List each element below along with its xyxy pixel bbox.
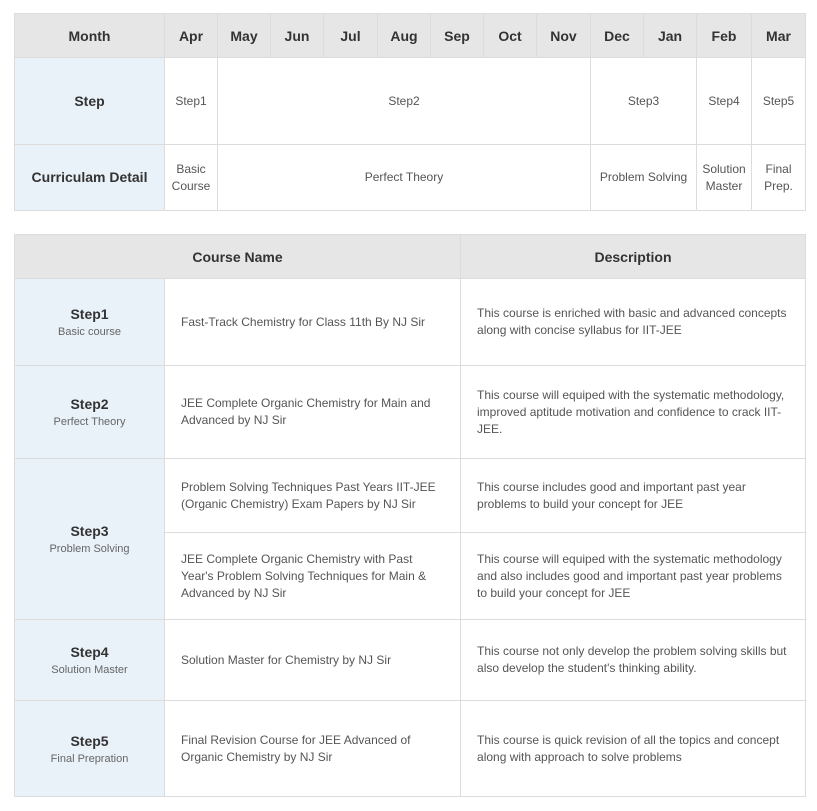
table-row [15,366,806,459]
step1-cell: Step1 [165,58,218,145]
course-name: Fast-Track Chemistry for Class 11th By NJ Sir [165,279,461,366]
step-cell [15,279,165,366]
step-subtitle: Solution Master [51,664,128,676]
step-subtitle: Problem Solving [49,543,130,555]
month-header-row [15,14,806,58]
step2-cell: Step2 [218,58,591,145]
step-title: Step4 [70,644,109,660]
course-description: This course not only develop the problem solving skills but also develop the student's thinking ability. [461,620,806,701]
table-row [15,701,806,797]
step3-cell: Step3 [591,58,697,145]
step-label: Step [15,58,165,145]
table-row [15,279,806,366]
month-jun: Jun [271,14,324,58]
course-name: Problem Solving Techniques Past Years IIT-JEE (Organic Chemistry) Exam Papers by NJ Sir [165,459,461,533]
course-description: This course is enriched with basic and advanced concepts along with concise syllabus for IIT-JEE [461,279,806,366]
step-subtitle: Basic course [58,326,121,338]
curriculum-basic: Basic Course [165,145,218,211]
course-description: This course will equiped with the systematic methodology, improved aptitude motivation and confidence to crack IIT-JEE. [461,366,806,459]
course-name: Solution Master for Chemistry by NJ Sir [165,620,461,701]
curriculum-label: Curriculam Detail [15,145,165,211]
course-header-row [15,235,806,279]
course-name: JEE Complete Organic Chemistry for Main and Advanced by NJ Sir [165,366,461,459]
month-dec: Dec [591,14,644,58]
step-subtitle: Perfect Theory [53,416,126,428]
month-jan: Jan [644,14,697,58]
course-name: Final Revision Course for JEE Advanced of Organic Chemistry by NJ Sir [165,701,461,797]
curriculum-perfect: Perfect Theory [218,145,591,211]
step-subtitle: Final Prepration [50,752,129,765]
month-sep: Sep [431,14,484,58]
description-header: Description [461,235,806,279]
step-cell [15,459,165,620]
step-row [15,58,806,145]
month-nov: Nov [537,14,591,58]
step-title: Step5 [70,732,109,749]
month-feb: Feb [697,14,752,58]
step-title: Step1 [70,306,109,322]
course-description: This course is quick revision of all the topics and concept along with approach to solve problems [461,701,806,797]
course-table [14,234,806,797]
curriculum-solution: Solution Master [697,145,752,211]
step5-cell: Step5 [752,58,806,145]
schedule-table [14,13,806,211]
curriculum-final: Final Prep. [752,145,806,211]
month-jul: Jul [324,14,378,58]
step-title: Step3 [70,523,109,539]
month-aug: Aug [378,14,431,58]
step-cell [15,701,165,797]
month-label: Month [15,14,165,58]
step4-cell: Step4 [697,58,752,145]
month-apr: Apr [165,14,218,58]
table-row [15,459,806,533]
curriculum-row [15,145,806,211]
month-oct: Oct [484,14,537,58]
step-cell [15,366,165,459]
course-name-header: Course Name [15,235,461,279]
curriculum-problem: Problem Solving [591,145,697,211]
table-row [15,620,806,701]
month-may: May [218,14,271,58]
course-description: This course includes good and important past year problems to build your concept for JEE [461,459,806,533]
course-description: This course will equiped with the systematic methodology and also includes good and important past year problems to build your concept for JEE [461,533,806,620]
step-title: Step2 [70,396,109,412]
step-cell [15,620,165,701]
month-mar: Mar [752,14,806,58]
course-name: JEE Complete Organic Chemistry with Past Year's Problem Solving Techniques for Main & Advanced by NJ Sir [165,533,461,620]
